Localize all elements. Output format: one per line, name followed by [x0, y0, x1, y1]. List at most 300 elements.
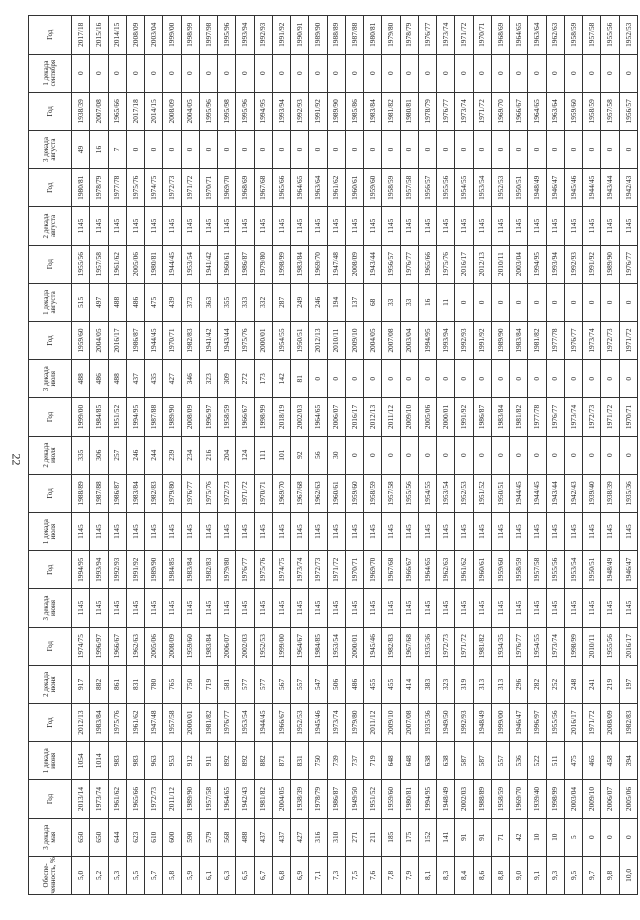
table-cell: 0 [619, 436, 638, 474]
table-cell: 1970/71 [619, 398, 638, 436]
table-cell: 2003/04 [400, 321, 418, 359]
table-cell: 1972/73 [163, 169, 181, 207]
table-cell: 1952/53 [491, 169, 509, 207]
table-cell: 0 [473, 130, 491, 168]
table-cell: 437 [126, 360, 144, 398]
table-cell: 1982/83 [619, 703, 638, 741]
table-cell: 1993/94 [90, 551, 108, 589]
table-cell: 1145 [181, 512, 199, 550]
table-cell: 1958/59 [491, 780, 509, 818]
table-cell: 1939/40 [528, 780, 546, 818]
table-cell: 1994/95 [254, 92, 272, 130]
table-cell: 1944/45 [528, 474, 546, 512]
table-cell: 1985/86 [345, 92, 363, 130]
table-cell: 141 [437, 818, 455, 856]
table-row [236, 16, 254, 895]
table-cell: 332 [254, 283, 272, 321]
table-cell: 1971/72 [601, 398, 619, 436]
table-cell: 1971/72 [181, 169, 199, 207]
table-cell: 1145 [619, 207, 638, 245]
table-cell: 780 [145, 665, 163, 703]
table-cell: 1967/68 [400, 627, 418, 665]
table-cell: 1953/54 [473, 169, 491, 207]
table-cell: 0 [364, 130, 382, 168]
table-cell: 2011/12 [382, 398, 400, 436]
table-cell: 0 [272, 54, 290, 92]
table-cell: 2012/13 [72, 703, 90, 741]
table-cell: 1972/73 [145, 780, 163, 818]
table-cell: 249 [291, 283, 309, 321]
table-cell: 6,8 [272, 856, 290, 894]
table-cell: 1992/93 [455, 703, 473, 741]
table-row [601, 16, 619, 895]
table-cell: 497 [90, 283, 108, 321]
table-cell: 437 [272, 818, 290, 856]
table-cell: 1979/80 [163, 474, 181, 512]
table-cell: 1981/82 [510, 398, 528, 436]
table-cell: 1949/50 [437, 703, 455, 741]
table-cell: 1947/48 [145, 703, 163, 741]
table-cell: 1145 [309, 512, 327, 550]
column-header: Год [29, 321, 72, 359]
table-row [491, 16, 509, 895]
table-cell: 0 [345, 54, 363, 92]
table-cell: 750 [181, 665, 199, 703]
table-cell: 0 [619, 54, 638, 92]
table-cell: 1966/67 [400, 551, 418, 589]
table-cell: 1942/43 [564, 474, 582, 512]
table-cell: 1145 [583, 589, 601, 627]
table-cell: 1983/84 [90, 703, 108, 741]
table-cell: 1934/35 [491, 627, 509, 665]
table-cell: 1948/49 [473, 703, 491, 741]
table-cell: 1145 [364, 512, 382, 550]
table-cell: 1976/77 [418, 16, 436, 55]
table-cell: 511 [546, 742, 564, 780]
table-cell: 310 [327, 818, 345, 856]
table-cell: 1145 [272, 207, 290, 245]
table-cell: 0 [473, 436, 491, 474]
table-cell: 1145 [163, 589, 181, 627]
table-row [546, 16, 564, 895]
table-cell: 427 [291, 818, 309, 856]
table-cell: 0 [309, 360, 327, 398]
table-cell: 610 [145, 818, 163, 856]
table-cell: 892 [218, 742, 236, 780]
table-cell: 1145 [546, 512, 564, 550]
table-cell: 1953/54 [236, 703, 254, 741]
table-cell: 1973/74 [564, 398, 582, 436]
table-cell: 1145 [327, 589, 345, 627]
table-cell: 1959/60 [364, 169, 382, 207]
table-cell: 7,3 [327, 856, 345, 894]
table-cell: 567 [272, 665, 290, 703]
table-cell: 2007/08 [90, 92, 108, 130]
table-cell: 506 [327, 665, 345, 703]
table-cell: 9,7 [583, 856, 601, 894]
table-cell: 111 [254, 436, 272, 474]
table-cell: 30 [327, 436, 345, 474]
table-cell: 1963/64 [528, 16, 546, 55]
table-row [619, 16, 638, 895]
table-cell: 2010/11 [491, 245, 509, 283]
table-cell: 1972/73 [218, 474, 236, 512]
table-cell: 2006/07 [601, 780, 619, 818]
table-cell: 1992/93 [254, 16, 272, 55]
table-cell: 323 [199, 360, 217, 398]
table-cell: 1145 [181, 589, 199, 627]
column-header: Год [29, 780, 72, 818]
column-header: Год [29, 398, 72, 436]
table-cell: 0 [619, 283, 638, 321]
table-cell: 1944/45 [583, 169, 601, 207]
table-cell: 1987/88 [145, 398, 163, 436]
table-cell: 1981/82 [382, 92, 400, 130]
table-cell: 1145 [510, 589, 528, 627]
table-cell: 1978/79 [90, 169, 108, 207]
table-cell: 142 [272, 360, 290, 398]
table-cell: 1971/72 [583, 703, 601, 741]
table-cell: 1935/36 [619, 474, 638, 512]
table-cell: 1997/98 [199, 16, 217, 55]
table-cell: 1145 [564, 589, 582, 627]
table-cell: 1950/51 [583, 551, 601, 589]
table-cell: 272 [236, 360, 254, 398]
table-cell: 2012/13 [364, 398, 382, 436]
table-cell: 1947/48 [327, 245, 345, 283]
table-cell: 1943/44 [218, 321, 236, 359]
table-row [400, 16, 418, 895]
column-header: Год [29, 627, 72, 665]
column-header: 2 декада июля [29, 436, 72, 474]
table-cell: 2009/10 [345, 321, 363, 359]
table-cell: 1943/44 [601, 169, 619, 207]
table-cell: 1977/78 [108, 169, 126, 207]
table-cell: 623 [126, 818, 144, 856]
table-cell: 1980/81 [400, 780, 418, 818]
table-cell: 1945/46 [309, 703, 327, 741]
table-cell: 124 [236, 436, 254, 474]
table-cell: 0 [364, 360, 382, 398]
table-cell: 0 [546, 54, 564, 92]
table-cell: 1954/55 [418, 474, 436, 512]
table-cell: 1994/95 [126, 398, 144, 436]
table-cell: 2007/08 [382, 321, 400, 359]
table-cell: 912 [181, 742, 199, 780]
table-cell: 5,5 [126, 856, 144, 894]
table-cell: 219 [601, 665, 619, 703]
table-cell: 536 [510, 742, 528, 780]
table-cell: 1952/53 [291, 703, 309, 741]
table-cell: 9,1 [528, 856, 546, 894]
table-cell: 1145 [564, 207, 582, 245]
table-cell: 1145 [218, 512, 236, 550]
table-cell: 1999/00 [163, 16, 181, 55]
table-cell: 0 [437, 436, 455, 474]
table-cell: 373 [181, 283, 199, 321]
table-cell: 1145 [145, 589, 163, 627]
table-cell: 1984/85 [309, 627, 327, 665]
table-cell: 1941/42 [199, 321, 217, 359]
table-cell: 1966/67 [510, 92, 528, 130]
table-cell: 0 [564, 360, 582, 398]
column-header: 1 декада июля [29, 512, 72, 550]
table-cell: 577 [254, 665, 272, 703]
table-row [455, 16, 473, 895]
table-cell: 1951/52 [364, 780, 382, 818]
table-cell: 2018/19 [272, 398, 290, 436]
table-cell: 1946/47 [619, 551, 638, 589]
table-cell: 2002/03 [455, 780, 473, 818]
table-cell: 0 [546, 436, 564, 474]
table-cell: 0 [510, 283, 528, 321]
table-cell: 648 [400, 742, 418, 780]
table-cell: 6,9 [291, 856, 309, 894]
table-cell: 1145 [108, 512, 126, 550]
table-cell: 1145 [400, 512, 418, 550]
table-cell: 1993/94 [236, 16, 254, 55]
table-cell: 1145 [254, 207, 272, 245]
table-cell: 587 [473, 742, 491, 780]
table-cell: 1992/93 [291, 92, 309, 130]
table-cell: 1963/64 [309, 169, 327, 207]
table-cell: 1968/69 [491, 16, 509, 55]
rotated-table-wrapper [28, 15, 638, 895]
table-cell: 1966/67 [236, 398, 254, 436]
table-cell: 750 [309, 742, 327, 780]
table-cell: 173 [254, 360, 272, 398]
table-cell: 1991/92 [455, 398, 473, 436]
table-cell: 394 [619, 742, 638, 780]
table-cell: 1982/83 [145, 474, 163, 512]
table-cell: 522 [528, 742, 546, 780]
table-cell: 2005/06 [619, 780, 638, 818]
table-cell: 1979/80 [345, 703, 363, 741]
table-cell: 2004/05 [272, 780, 290, 818]
table-cell: 1145 [327, 207, 345, 245]
table-cell: 8,3 [437, 856, 455, 894]
table-cell: 1986/87 [236, 245, 254, 283]
table-cell: 1946/47 [510, 703, 528, 741]
table-cell: 1964/65 [309, 398, 327, 436]
table-cell: 0 [364, 436, 382, 474]
table-cell: 0 [272, 130, 290, 168]
table-cell: 0 [382, 436, 400, 474]
table-cell: 6,5 [236, 856, 254, 894]
table-cell: 1145 [108, 207, 126, 245]
table-cell: 1948/49 [601, 551, 619, 589]
table-cell: 1994/95 [418, 780, 436, 818]
table-cell: 1145 [291, 207, 309, 245]
table-cell: 437 [254, 818, 272, 856]
table-cell: 7,8 [382, 856, 400, 894]
table-cell: 2000/01 [437, 398, 455, 436]
table-cell: 9,3 [546, 856, 564, 894]
table-cell: 2013/14 [72, 780, 90, 818]
table-cell: 1145 [528, 207, 546, 245]
table-cell: 383 [418, 665, 436, 703]
table-cell: 0 [364, 54, 382, 92]
table-cell: 1955/56 [601, 627, 619, 665]
table-cell: 2008/09 [126, 16, 144, 55]
table-cell: 2002/03 [291, 398, 309, 436]
table-cell: 216 [199, 436, 217, 474]
table-cell: 7 [108, 130, 126, 168]
table-cell: 737 [345, 742, 363, 780]
table-cell: 0 [601, 360, 619, 398]
table-cell: 0 [583, 130, 601, 168]
table-cell: 0 [418, 54, 436, 92]
table-cell: 547 [309, 665, 327, 703]
table-cell: 1014 [90, 742, 108, 780]
table-row [272, 16, 290, 895]
table-cell: 1054 [72, 742, 90, 780]
table-cell: 1978/79 [309, 780, 327, 818]
table-cell: 2005/06 [418, 398, 436, 436]
table-cell: 1999/00 [272, 627, 290, 665]
table-cell: 257 [108, 436, 126, 474]
table-cell: 1975/76 [254, 551, 272, 589]
table-cell: 1145 [528, 512, 546, 550]
table-cell: 1949/50 [345, 780, 363, 818]
table-cell: 475 [145, 283, 163, 321]
table-cell: 0 [583, 283, 601, 321]
table-cell: 1145 [583, 512, 601, 550]
table-cell: 1954/55 [272, 321, 290, 359]
table-cell: 1946/47 [546, 169, 564, 207]
table-cell: 0 [528, 283, 546, 321]
table-cell: 1975/76 [108, 703, 126, 741]
table-cell: 9,5 [564, 856, 582, 894]
table-cell: 581 [218, 665, 236, 703]
table-cell: 2008/09 [345, 245, 363, 283]
table-cell: 1959/60 [72, 321, 90, 359]
table-cell: 81 [291, 360, 309, 398]
table-cell: 1994/95 [528, 245, 546, 283]
table-cell: 1945/46 [564, 169, 582, 207]
column-header: 1 декада августа [29, 283, 72, 321]
table-cell: 1145 [437, 589, 455, 627]
table-cell: 309 [218, 360, 236, 398]
table-cell: 1145 [90, 589, 108, 627]
table-cell: 1983/84 [291, 245, 309, 283]
table-cell: 831 [291, 742, 309, 780]
table-cell: 2014/15 [145, 92, 163, 130]
column-header: Год [29, 703, 72, 741]
column-header: Год [29, 551, 72, 589]
table-cell: 1976/77 [619, 245, 638, 283]
table-cell: 1145 [72, 589, 90, 627]
table-cell: 1145 [199, 512, 217, 550]
table-cell: 1145 [272, 512, 290, 550]
table-cell: 1973/74 [583, 321, 601, 359]
table-cell: 0 [309, 130, 327, 168]
table-cell: 1974/75 [272, 551, 290, 589]
table-cell: 5,9 [181, 856, 199, 894]
table-cell: 488 [236, 818, 254, 856]
table-cell: 2010/11 [583, 627, 601, 665]
table-cell: 2003/04 [145, 16, 163, 55]
table-cell: 0 [473, 360, 491, 398]
table-cell: 1989/90 [327, 92, 345, 130]
table-cell: 1948/49 [528, 169, 546, 207]
table-cell: 1980/81 [400, 92, 418, 130]
table-cell: 0 [400, 436, 418, 474]
table-cell: 1973/74 [546, 627, 564, 665]
table-cell: 1145 [382, 207, 400, 245]
table-cell: 0 [291, 130, 309, 168]
table-cell: 1987/88 [345, 16, 363, 55]
table-cell: 1962/63 [309, 474, 327, 512]
column-header: Год [29, 245, 72, 283]
table-row [254, 16, 272, 895]
table-cell: 1145 [455, 589, 473, 627]
table-cell: 0 [382, 360, 400, 398]
table-row [218, 16, 236, 895]
table-cell: 1938/39 [72, 92, 90, 130]
table-cell: 1970/71 [254, 474, 272, 512]
table-cell: 1145 [145, 207, 163, 245]
table-cell: 1961/62 [126, 703, 144, 741]
table-cell: 1942/43 [619, 169, 638, 207]
table-cell: 2006/07 [327, 398, 345, 436]
table-cell: 1974/75 [145, 169, 163, 207]
table-cell: 1145 [437, 512, 455, 550]
table-row [309, 16, 327, 895]
table-cell: 0 [199, 130, 217, 168]
table-cell: 1958/59 [364, 474, 382, 512]
table-cell: 1959/60 [491, 551, 509, 589]
column-header: 3 декада августа [29, 130, 72, 168]
table-cell: 1960/61 [473, 551, 491, 589]
table-cell: 211 [364, 818, 382, 856]
table-cell: 0 [163, 130, 181, 168]
table-cell: 2017/18 [126, 92, 144, 130]
table-cell: 1145 [254, 512, 272, 550]
table-cell: 0 [564, 436, 582, 474]
table-cell: 1145 [473, 589, 491, 627]
table-cell: 0 [619, 818, 638, 856]
table-cell: 16 [418, 283, 436, 321]
table-cell: 0 [491, 436, 509, 474]
table-cell: 71 [491, 818, 509, 856]
table-cell: 2005/06 [126, 245, 144, 283]
table-cell: 486 [90, 360, 108, 398]
table-cell: 650 [72, 818, 90, 856]
table-cell: 1145 [473, 207, 491, 245]
table-cell: 0 [491, 283, 509, 321]
table-cell: 246 [309, 283, 327, 321]
table-cell: 2016/17 [345, 398, 363, 436]
table-cell: 1995/96 [236, 92, 254, 130]
table-cell: 1964/67 [291, 627, 309, 665]
table-cell: 2016/17 [108, 321, 126, 359]
table-cell: 1145 [291, 512, 309, 550]
table-cell: 1971/72 [455, 627, 473, 665]
table-cell: 1984/85 [90, 398, 108, 436]
table-cell: 2004/05 [364, 321, 382, 359]
table-cell: 475 [564, 742, 582, 780]
table-cell: 1145 [108, 589, 126, 627]
table-cell: 346 [181, 360, 199, 398]
table-cell: 0 [510, 360, 528, 398]
table-cell: 0 [619, 130, 638, 168]
table-cell: 1969/70 [309, 245, 327, 283]
table-cell: 1970/71 [473, 16, 491, 55]
table-cell: 1975/76 [199, 474, 217, 512]
column-header: 3 декада мая [29, 818, 72, 856]
table-row [291, 16, 309, 895]
